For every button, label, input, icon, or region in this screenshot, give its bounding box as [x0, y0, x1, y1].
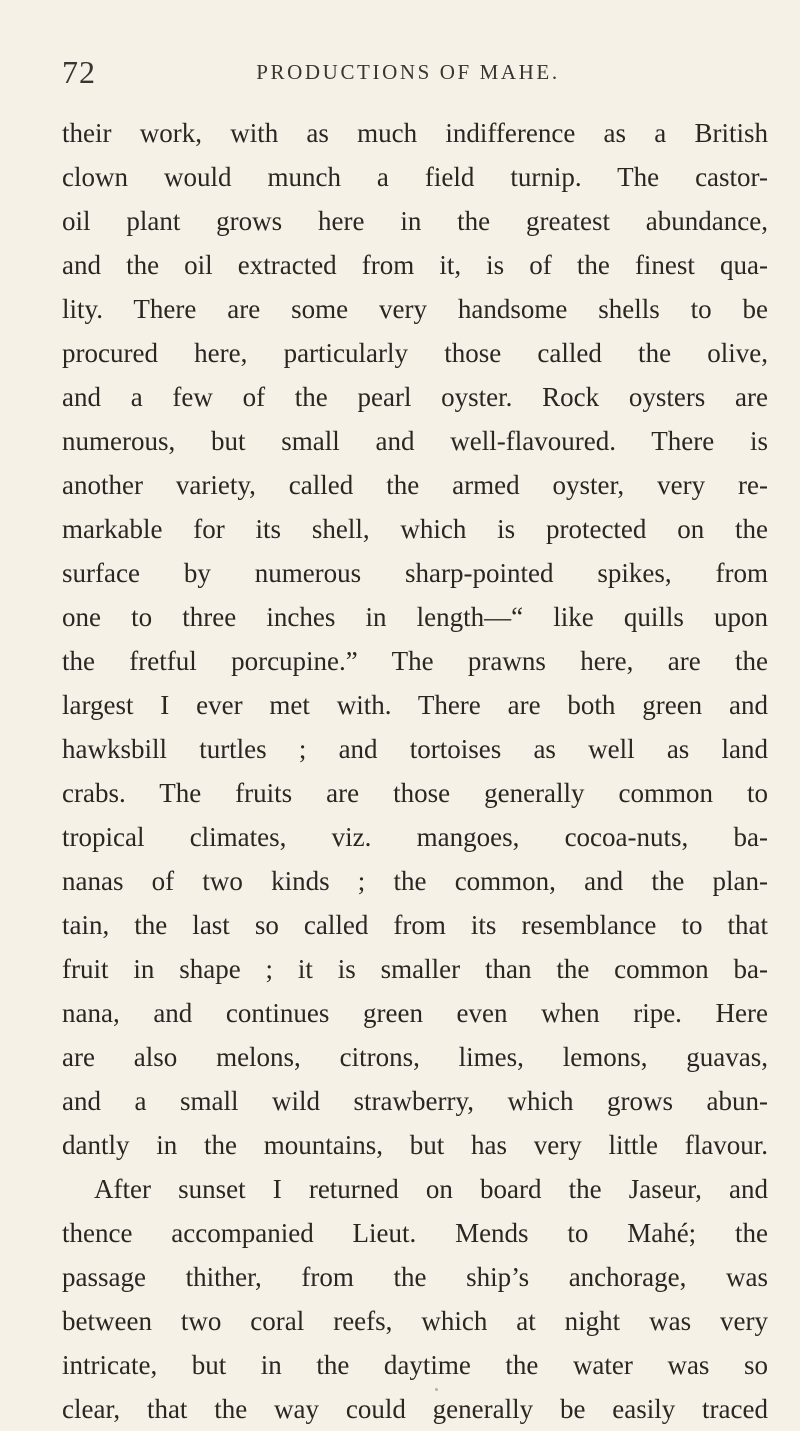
page-header: [62, 50, 752, 94]
text-line: dantly in the mountains, but has very little flavour.: [62, 1130, 768, 1160]
text-line: largest I ever met with. There are both green and: [62, 690, 768, 720]
text-line: thence accompanied Lieut. Mends to Mahé; the: [62, 1218, 768, 1248]
text-line: one to three inches in length—“ like quills upon: [62, 602, 768, 632]
text-line: oil plant grows here in the greatest abundance,: [62, 206, 768, 236]
text-line: are also melons, citrons, limes, lemons, guavas,: [62, 1042, 768, 1072]
text-line: the fretful porcupine.” The prawns here, are the: [62, 646, 768, 676]
text-line: tropical climates, viz. mangoes, cocoa-nuts, ba-: [62, 822, 768, 852]
text-line: numerous, but small and well-flavoured. There is: [62, 426, 768, 456]
text-line: between two coral reefs, which at night was very: [62, 1306, 768, 1336]
text-line: procured here, particularly those called the olive,: [62, 338, 768, 368]
paper-speck: [435, 1388, 438, 1391]
text-line: crabs. The fruits are those generally common to: [62, 778, 768, 808]
running-head: PRODUCTIONS OF MAHE.: [256, 60, 560, 84]
body-text: [62, 111, 768, 1431]
text-line: nana, and continues green even when ripe. Here: [62, 998, 768, 1028]
text-line: and a small wild strawberry, which grows abun-: [62, 1086, 768, 1116]
text-line: tain, the last so called from its resemblance to that: [62, 910, 768, 940]
text-line: markable for its shell, which is protected on the: [62, 514, 768, 544]
page-number: 72: [62, 54, 96, 90]
text-line: nanas of two kinds ; the common, and the plan-: [62, 866, 768, 896]
text-line: intricate, but in the daytime the water was so: [62, 1350, 768, 1380]
text-line: hawksbill turtles ; and tortoises as well as land: [62, 734, 768, 764]
text-line: clear, that the way could generally be easily traced: [62, 1394, 768, 1424]
text-line: fruit in shape ; it is smaller than the common ba-: [62, 954, 768, 984]
text-line: lity. There are some very handsome shells to be: [62, 294, 768, 324]
text-line: and a few of the pearl oyster. Rock oysters are: [62, 382, 768, 412]
text-line: their work, with as much indifference as a British: [62, 118, 768, 148]
text-line: and the oil extracted from it, is of the finest qua-: [62, 250, 768, 280]
text-line: clown would munch a field turnip. The castor-: [62, 162, 768, 192]
paragraph-start-line: After sunset I returned on board the Jaseur, and: [94, 1174, 768, 1204]
text-line: another variety, called the armed oyster, very re-: [62, 470, 768, 500]
text-line: passage thither, from the ship’s anchorage, was: [62, 1262, 768, 1292]
text-line: surface by numerous sharp-pointed spikes, from: [62, 558, 768, 588]
